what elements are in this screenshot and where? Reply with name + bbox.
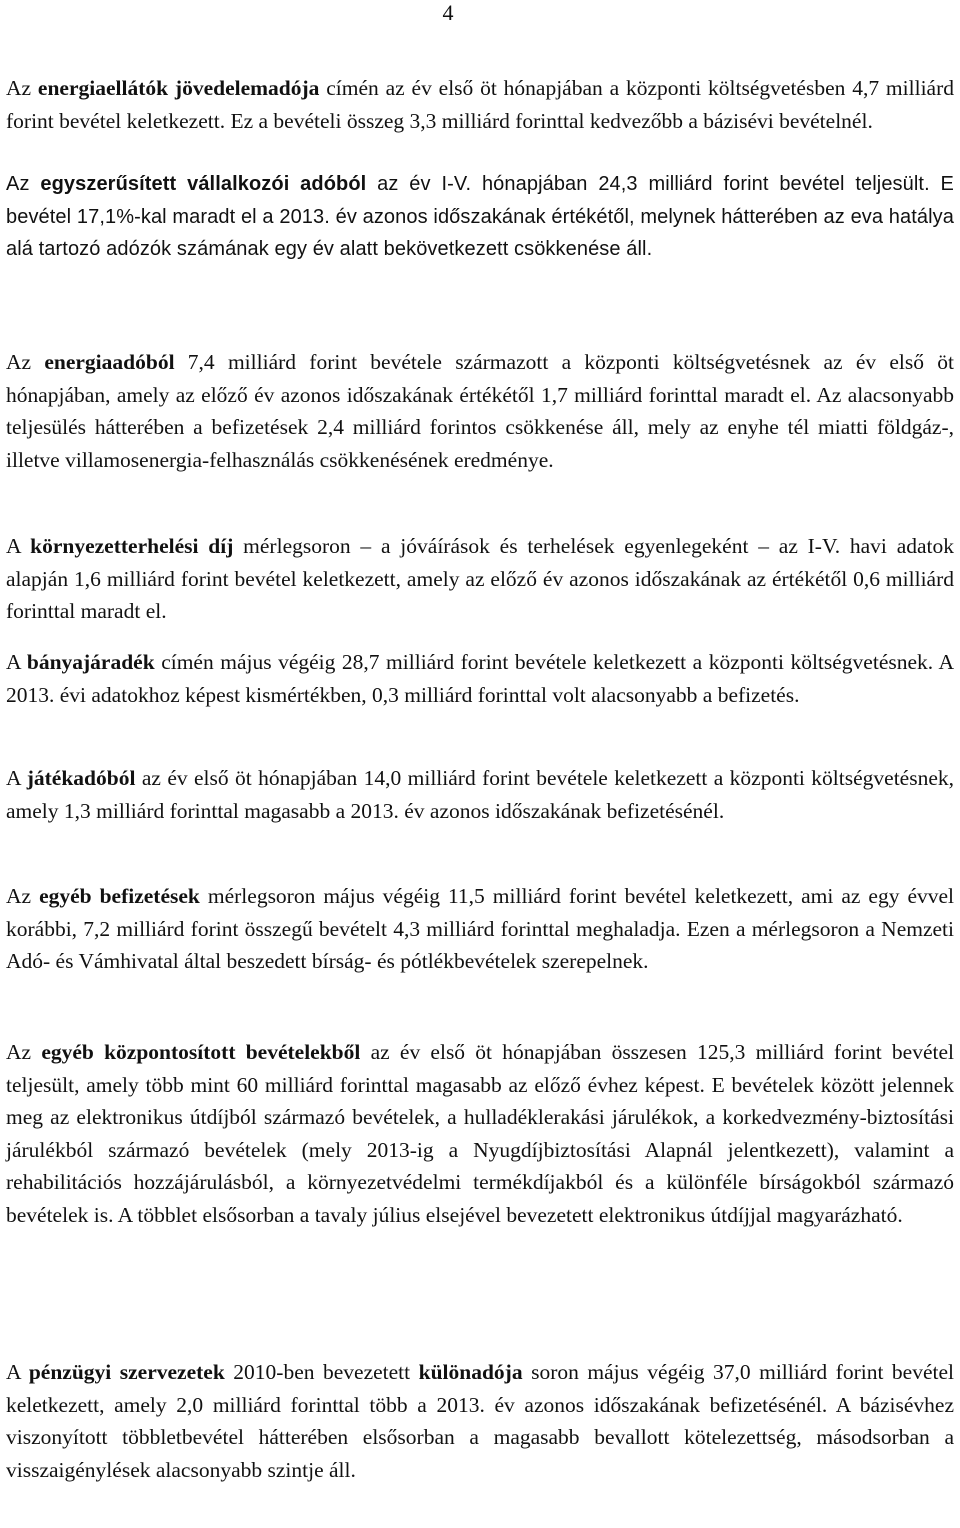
paragraph-energiaado [6, 346, 954, 476]
paragraph-text: 7,4 milliárd forint bevétele származott a központi költségvetésnek az év első öt hónapjában, amely az előző év azonos időszakának értékétől 1,7 milliárd forinttal maradt el. Az alacsonyabb teljesülés hátterében a befizetések 2,4 milliárd forintos csökkenése áll, mely az enyhe tél miatti földgáz-, illetve villamosenergia-felhasználás csökkenésének eredménye. [6, 350, 954, 472]
paragraph-egyeb-befizetesek [6, 880, 954, 978]
paragraph-text: mérlegsoron – a jóváírások és terhelések egyenlegeként – az I-V. havi adatok alapján 1,6 milliárd forint bevétel keletkezett, amely az előző év azonos időszakának az értékétől 0,6 milliárd forinttal maradt el. [6, 534, 955, 623]
paragraph-text: Az [6, 884, 40, 908]
paragraph-text: A [6, 534, 31, 558]
paragraph-text: Az [6, 173, 41, 195]
paragraph-text: címén május végéig 28,7 milliárd forint bevétele keletkezett a központi költségvetésnek. A 2013. évi adatokhoz képest kismértékben, 0,3 milliárd forinttal volt alacsonyabb a befizetés. [6, 650, 954, 707]
paragraph-text: mérlegsoron május végéig 11,5 milliárd forint bevétel keletkezett, ami az egy évvel korábbi, 7,2 milliárd forint összegű bevételt 4,3 milliárd forinttal meghaladja. Ezen a mérlegsoron a Nemzeti Adó- és Vámhivatal által beszedett bírság- és pótlékbevételek szerepelnek. [6, 884, 954, 973]
paragraph-keyword: játékadóból [26, 766, 136, 790]
paragraph-text: A [6, 766, 27, 790]
paragraph-keyword: pénzügyi szervezetek [28, 1360, 225, 1384]
paragraph-jatekado [6, 762, 954, 827]
paragraph-text: A [6, 650, 27, 674]
paragraph-penzugyi-szervezetek-kulonadoja [6, 1356, 954, 1486]
paragraph-keyword: energiaadóból [44, 350, 175, 374]
paragraph-energiaellatok-jovedelemadoja [6, 72, 954, 137]
paragraph-keyword: egyéb befizetések [39, 884, 200, 908]
paragraph-text: az év I-V. hónapjában 24,3 milliárd forint bevétel teljesült. E bevétel 17,1%-kal maradt el a 2013. év azonos időszakának értékétől, melynek hátterében az eva hatálya alá tartozó adózók számának egy év alatt bekövetkezett csökkenése áll. [6, 173, 954, 260]
paragraph-keyword: bányajáradék [26, 650, 155, 674]
paragraph-text: az év első öt hónapjában 14,0 milliárd forint bevétele keletkezett a központi költségvetésnek, amely 1,3 milliárd forinttal magasabb a 2013. év azonos időszakának befizetésénél. [6, 766, 954, 823]
paragraph-keyword: környezetterhelési díj [30, 534, 234, 558]
paragraph-text: 2010-ben bevezetett [224, 1360, 419, 1384]
paragraph-keyword: egyéb központosított bevételekből [41, 1040, 361, 1064]
paragraph-text: soron május végéig 37,0 milliárd forint bevétel keletkezett, amely 2,0 milliárd forinttal több a 2013. év azonos időszakának befizetésénél. A bázisévhez viszonyított többletbevétel hátterében elsősorban a magasabb bevallott kötelezettség, másodsorban a visszaigénylések alacsonyabb szintje áll. [6, 1360, 955, 1482]
page-number: 4 [442, 0, 454, 25]
paragraph-text: címén az év első öt hónapjában a központi költségvetésben 4,7 milliárd forint bevétel keletkezett. Ez a bevételi összeg 3,3 milliárd forinttal kedvezőbb a bázisévi bevételnél. [6, 76, 954, 133]
paragraph-egyszerusitett-vallalkozoi-ado [6, 168, 954, 266]
paragraph-keyword: egyszerűsített vállalkozói adóból [40, 173, 367, 195]
paragraph-keyword: energiaellátók jövedelemadója [37, 76, 320, 100]
paragraph-text: az év első öt hónapjában összesen 125,3 milliárd forint bevétel teljesült, amely több mint 60 milliárd forinttal magasabb az előző évhez képest. E bevételek között jelennek meg az elektronikus útdíjból származó bevételek, a hulladéklerakási járulékok, a korkedvezmény-biztosítási járulékból származó bevételek (mely 2013-ig a Nyugdíjbiztosítási Alapnál jelentkezett), valamint a rehabilitációs hozzájárulásból, a környezetvédelmi termékdíjakból és a különféle bírságokból származó bevételek is. A többlet elsősorban a tavaly július elsejével bevezetett elektronikus útdíjjal magyarázható. [6, 1040, 954, 1227]
paragraph-banyajaradek [6, 646, 954, 711]
paragraph-text: Az [6, 76, 38, 100]
paragraph-egyeb-kozpontositott-bevetelek [6, 1036, 954, 1231]
paragraph-kornyezetterhelesi-dij [6, 530, 954, 628]
paragraph-keyword: különadója [418, 1360, 523, 1384]
paragraph-text: A [6, 1360, 29, 1384]
paragraph-text: Az [6, 1040, 42, 1064]
paragraph-text: Az [6, 350, 45, 374]
